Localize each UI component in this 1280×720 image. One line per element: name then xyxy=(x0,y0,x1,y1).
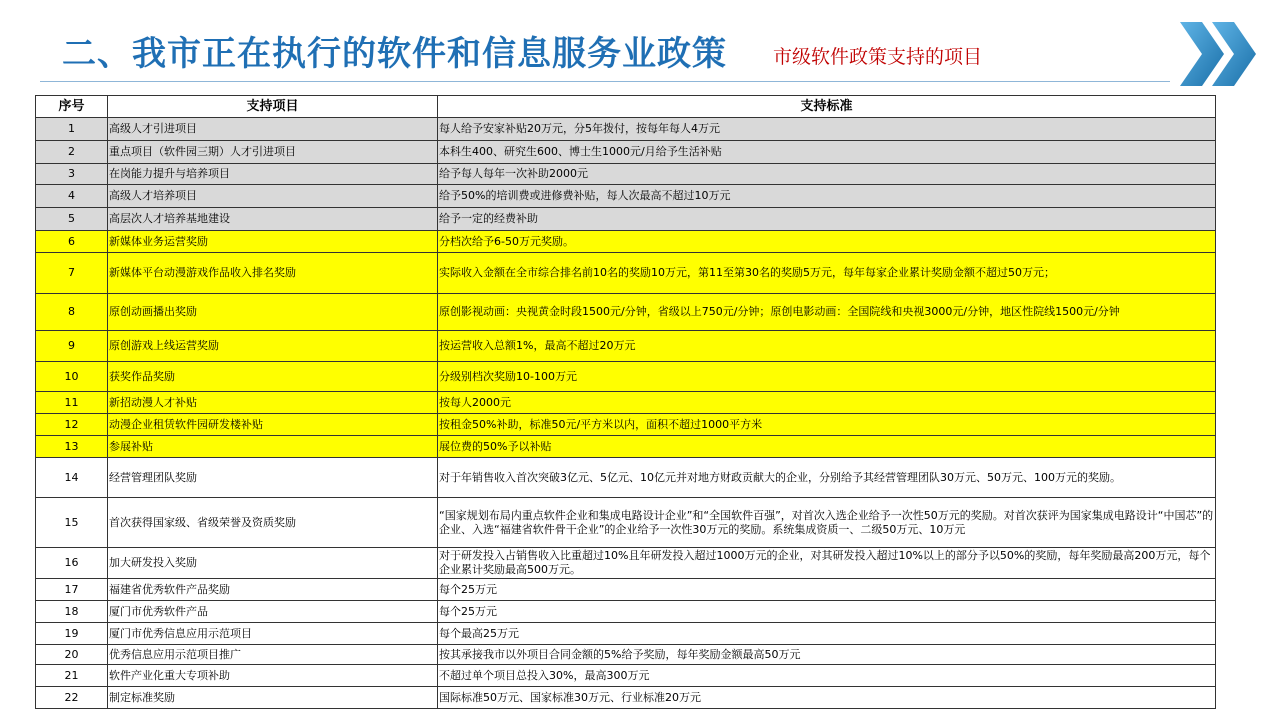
title-divider xyxy=(40,81,1170,82)
table-row xyxy=(36,118,1216,141)
row-number: 17 xyxy=(36,579,108,601)
table-row xyxy=(36,164,1216,185)
table-row xyxy=(36,665,1216,687)
row-number: 20 xyxy=(36,645,108,665)
row-number: 16 xyxy=(36,548,108,579)
row-standard: 按每人2000元 xyxy=(438,392,1216,414)
row-number: 1 xyxy=(36,118,108,141)
row-number: 13 xyxy=(36,436,108,458)
row-item: 新媒体平台动漫游戏作品收入排名奖励 xyxy=(108,253,438,294)
row-standard: 实际收入金额在全市综合排名前10名的奖励10万元，第11至第30名的奖励5万元，每年每家企业累计奖励金额不超过50万元； xyxy=(438,253,1216,294)
row-number: 19 xyxy=(36,623,108,645)
double-chevron-icon xyxy=(1172,18,1258,90)
row-number: 22 xyxy=(36,687,108,709)
row-standard: 每个25万元 xyxy=(438,579,1216,601)
table-row xyxy=(36,231,1216,253)
row-number: 7 xyxy=(36,253,108,294)
row-standard: 按运营收入总额1%，最高不超过20万元 xyxy=(438,331,1216,362)
table-row xyxy=(36,141,1216,164)
row-item: 厦门市优秀信息应用示范项目 xyxy=(108,623,438,645)
table-row xyxy=(36,414,1216,436)
row-item: 动漫企业租赁软件园研发楼补贴 xyxy=(108,414,438,436)
row-standard: 给予每人每年一次补助2000元 xyxy=(438,164,1216,185)
row-standard: 给予一定的经费补助 xyxy=(438,208,1216,231)
table-body xyxy=(36,118,1216,709)
row-standard: 每个最高25万元 xyxy=(438,623,1216,645)
row-standard: 每个25万元 xyxy=(438,601,1216,623)
row-number: 21 xyxy=(36,665,108,687)
table-row xyxy=(36,645,1216,665)
row-standard: 按租金50%补助，标准50元/平方米以内，面积不超过1000平方米 xyxy=(438,414,1216,436)
table-row xyxy=(36,331,1216,362)
row-standard: 展位费的50%予以补贴 xyxy=(438,436,1216,458)
row-standard: 每人给予安家补贴20万元，分5年拨付，按每年每人4万元 xyxy=(438,118,1216,141)
table-header-row xyxy=(36,96,1216,118)
table-row xyxy=(36,185,1216,208)
row-item: 新招动漫人才补贴 xyxy=(108,392,438,414)
row-item: 经营管理团队奖励 xyxy=(108,458,438,498)
row-item: 软件产业化重大专项补助 xyxy=(108,665,438,687)
row-item: 厦门市优秀软件产品 xyxy=(108,601,438,623)
row-standard: 原创影视动画：央视黄金时段1500元/分钟，省级以上750元/分钟；原创电影动画：全国院线和央视3000元/分钟，地区性院线1500元/分钟 xyxy=(438,294,1216,331)
row-number: 18 xyxy=(36,601,108,623)
table-row xyxy=(36,548,1216,579)
table-row xyxy=(36,436,1216,458)
row-item: 制定标准奖励 xyxy=(108,687,438,709)
row-item: 加大研发投入奖励 xyxy=(108,548,438,579)
row-standard: 按其承接我市以外项目合同金额的5%给予奖励，每年奖励金额最高50万元 xyxy=(438,645,1216,665)
policy-table xyxy=(35,95,1216,709)
header-no: 序号 xyxy=(36,96,108,118)
row-standard: 对于研发投入占销售收入比重超过10%且年研发投入超过1000万元的企业，对其研发投入超过10%以上的部分予以50%的奖励，每年奖励最高200万元，每个企业累计奖励最高500万元。 xyxy=(438,548,1216,579)
row-standard: 不超过单个项目总投入30%，最高300万元 xyxy=(438,665,1216,687)
table-row xyxy=(36,458,1216,498)
table-row xyxy=(36,687,1216,709)
table-row xyxy=(36,498,1216,548)
row-item: 高级人才培养项目 xyxy=(108,185,438,208)
row-number: 3 xyxy=(36,164,108,185)
row-number: 8 xyxy=(36,294,108,331)
row-standard: 分档次给予6-50万元奖励。 xyxy=(438,231,1216,253)
row-item: 参展补贴 xyxy=(108,436,438,458)
row-item: 重点项目（软件园三期）人才引进项目 xyxy=(108,141,438,164)
table-row xyxy=(36,623,1216,645)
row-number: 4 xyxy=(36,185,108,208)
table-row xyxy=(36,253,1216,294)
table-row xyxy=(36,392,1216,414)
row-number: 10 xyxy=(36,362,108,392)
row-standard: “国家规划布局内重点软件企业和集成电路设计企业”和“全国软件百强”，对首次入选企业给予一次性50万元的奖励。对首次获评为国家集成电路设计“中国芯”的企业、入选“福建省软件骨干企业”的企业给予一次性30万元的奖励。系统集成资质一、二级50万元、10万元 xyxy=(438,498,1216,548)
row-item: 原创游戏上线运营奖励 xyxy=(108,331,438,362)
row-standard: 给予50%的培训费或进修费补贴，每人次最高不超过10万元 xyxy=(438,185,1216,208)
row-item: 在岗能力提升与培养项目 xyxy=(108,164,438,185)
row-item: 原创动画播出奖励 xyxy=(108,294,438,331)
row-item: 优秀信息应用示范项目推广 xyxy=(108,645,438,665)
row-item: 首次获得国家级、省级荣誉及资质奖励 xyxy=(108,498,438,548)
row-item: 高级人才引进项目 xyxy=(108,118,438,141)
row-item: 高层次人才培养基地建设 xyxy=(108,208,438,231)
header-item: 支持项目 xyxy=(108,96,438,118)
table-row xyxy=(36,208,1216,231)
row-item: 新媒体业务运营奖励 xyxy=(108,231,438,253)
row-number: 2 xyxy=(36,141,108,164)
table-row xyxy=(36,294,1216,331)
row-number: 5 xyxy=(36,208,108,231)
header-standard: 支持标准 xyxy=(438,96,1216,118)
row-standard: 对于年销售收入首次突破3亿元、5亿元、10亿元并对地方财政贡献大的企业，分别给予其经营管理团队30万元、50万元、100万元的奖励。 xyxy=(438,458,1216,498)
page-subtitle: 市级软件政策支持的项目 xyxy=(773,46,983,68)
row-item: 获奖作品奖励 xyxy=(108,362,438,392)
page-title: 二、我市正在执行的软件和信息服务业政策 xyxy=(62,34,727,74)
row-number: 14 xyxy=(36,458,108,498)
row-number: 6 xyxy=(36,231,108,253)
row-standard: 国际标准50万元、国家标准30万元、行业标准20万元 xyxy=(438,687,1216,709)
table-row xyxy=(36,579,1216,601)
row-item: 福建省优秀软件产品奖励 xyxy=(108,579,438,601)
row-number: 15 xyxy=(36,498,108,548)
row-standard: 分级别档次奖励10-100万元 xyxy=(438,362,1216,392)
row-number: 12 xyxy=(36,414,108,436)
table-row xyxy=(36,601,1216,623)
row-standard: 本科生400、研究生600、博士生1000元/月给予生活补贴 xyxy=(438,141,1216,164)
table-row xyxy=(36,362,1216,392)
row-number: 9 xyxy=(36,331,108,362)
row-number: 11 xyxy=(36,392,108,414)
